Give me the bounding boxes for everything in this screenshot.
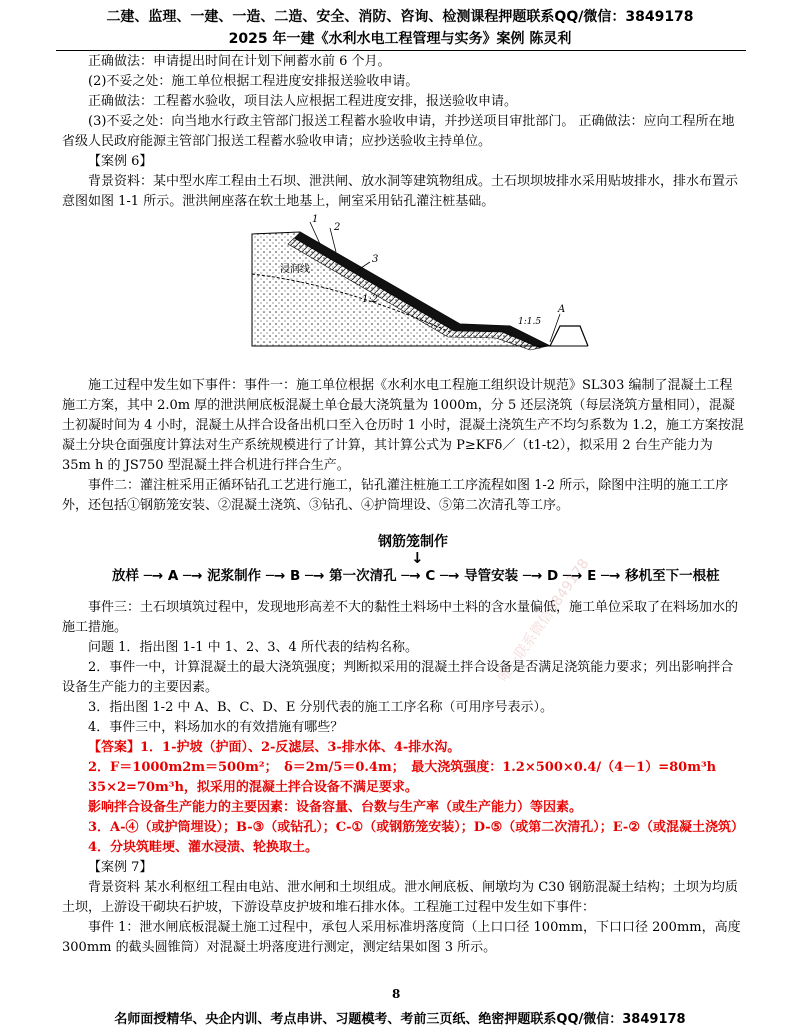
case-heading: 【案例 7】 [88,860,153,875]
question-line: 问题 1．指出图 1-1 中 1、2、3、4 所代表的结构名称。 [88,640,418,655]
answer-line: 2．F＝1000m2m＝500m²； δ＝2m/5＝0.4m； 最大浇筑强度：1.2×500×0.4/（4－1）=80m³h [88,760,717,775]
figure-1-2-process-flow [70,532,744,590]
figure-1-1-drainage-diagram [250,214,590,354]
fig-label-2: 2 [334,222,341,233]
document-body [62,52,744,958]
text-line: 施工过程中发生如下事件：事件一：施工单位根据《水利水电工程施工组织设计规范》SL303 编制了混凝土工程施工方案，其中 2.0m 厚的泄洪闸底板混凝土单仓最大浇筑量为 1000m，分 5 还层浇筑（每层浇筑方量相同），混凝土初凝时间为 4 小时，混凝土从拌合设备出机口至入仓历时 1 小时，混凝土浇筑生产不均匀系数为 1.2，施工方案按混凝土分块仓面强度计算法对生产系统规模进行了计算，其计算公式为 P≥KFδ／（t1-t2），拟采用 2 台生产能力为 35m h 的 JS750 型混凝土拌合机进行拌合生产。 [62,378,744,473]
fig-label-slope-2: 1:1.5 [518,317,542,327]
text-line: (3)不妥之处：向当地水行政主管部门报送工程蓄水验收申请，并抄送项目审批部门。 正确做法：应向工程所在地省级人民政府能源主管部门报送工程蓄水验收申请；应抄送验收主持单位。 [62,114,735,149]
question-line: 4．事件三中，料场加水的有效措施有哪些？ [88,720,344,735]
text-line: 背景资料 某水利枢纽工程由电站、泄水闸和土坝组成。泄水闸底板、闸墩均为 C30 钢筋混凝土结构；土坝为均质土坝，上游设干砌块石护坡，下游设草皮护坡和堆石排水体。工程施工过程中发生如下事件： [62,880,738,915]
text-line: 事件三：土石坝填筑过程中，发现地形高差不大的黏性土料场中土料的含水量偏低，施工单位采取了在料场加水的施工措施。 [62,600,739,635]
header-line-1: 二建、监理、一建、一造、二造、安全、消防、咨询、检测课程押题联系QQ/微信：3849178 [106,9,694,25]
arrow-down-icon: ↓ [411,549,424,567]
case-heading: 【案例 6】 [88,154,153,169]
answer-line: 4．分块筑畦埂、灌水浸渍、轮换取土。 [88,840,319,855]
fig-label-1: 1 [312,214,319,225]
text-line: 背景资料：某中型水库工程由土石坝、泄洪闸、放水洞等建筑物组成。土石坝坝坡排水采用贴坡排水，排水布置示意图如图 1-1 所示。泄洪闸座落在软土地基上，闸室采用钻孔灌注桩基础。 [62,174,739,209]
fig-label-phreatic: 浸润线 [280,264,310,275]
answer-line: 35×2=70m³h，拟采用的混凝土拌合设备不满足要求。 [88,780,418,795]
fig-label-slope-1: 1:2 [362,294,379,305]
answer-line: 影响拌合设备生产能力的主要因素：设备容量、台数与生产率（或生产能力）等因素。 [88,800,583,815]
watermark: 唯一联系微信3849178 [495,556,593,686]
flow-top-step: 钢筋笼制作 [378,534,448,550]
header-rule [56,50,746,51]
fig-label-3: 3 [372,254,379,265]
text-line: 正确做法：申请提出时间在计划下闸蓄水前 6 个月。 [88,54,391,69]
text-line: (2)不妥之处：施工单位根据工程进度安排报送验收申请。 [88,74,419,89]
flow-row: 放样 ─→ A ─→ 泥浆制作 ─→ B ─→ 第一次清孔 ─→ C ─→ 导管安装 ─→ D ─→ E ─→ 移机至下一根桩 [112,568,720,584]
text-line: 正确做法：工程蓄水验收，项目法人应根据工程进度安排，报送验收申请。 [88,94,518,109]
page-number: 8 [392,987,401,1001]
footer: 名师面授精华、央企内训、考点串讲、习题模考、考前三页纸、绝密押题联系QQ/微信：3849178 [114,1012,686,1027]
header-line-2: 2025 年一建《水利水电工程管理与实务》案例 陈灵利 [228,31,572,47]
text-line: 事件 1：泄水闸底板混凝土施工过程中，承包人采用标准坍落度筒（上口口径 100mm，下口口径 200mm，高度 300mm 的截头圆锥筒）对混凝土坍落度进行测定，测定结果如图 3 所示。 [62,920,741,955]
question-line: 2．事件一中，计算混凝土的最大浇筑强度；判断拟采用的混凝土拌合设备是否满足浇筑能力要求；列出影响拌合设备生产能力的主要因素。 [62,660,734,695]
fig-label-a: A [558,304,566,315]
question-line: 3．指出图 1-2 中 A、B、C、D、E 分别代表的施工工序名称（可用序号表示）。 [88,700,554,715]
answer-line: 【答案】1．1-护坡（护面）、2-反滤层、3-排水体、4-排水沟。 [88,740,461,755]
answer-line: 3．A-④（或护筒埋设）；B-③（或钻孔）；C-①（或钢筋笼安装）；D-⑤（或第二次清孔）；E-②（或混凝土浇筑） [88,820,744,835]
text-line: 事件二：灌注桩采用正循环钻孔工艺进行施工，钻孔灌注桩施工工序流程如图 1-2 所示，除图中注明的施工工序外，还包括①钢筋笼安装、②混凝土浇筑、③钻孔、④护筒埋设、⑤第二次清孔等工序。 [62,478,729,513]
